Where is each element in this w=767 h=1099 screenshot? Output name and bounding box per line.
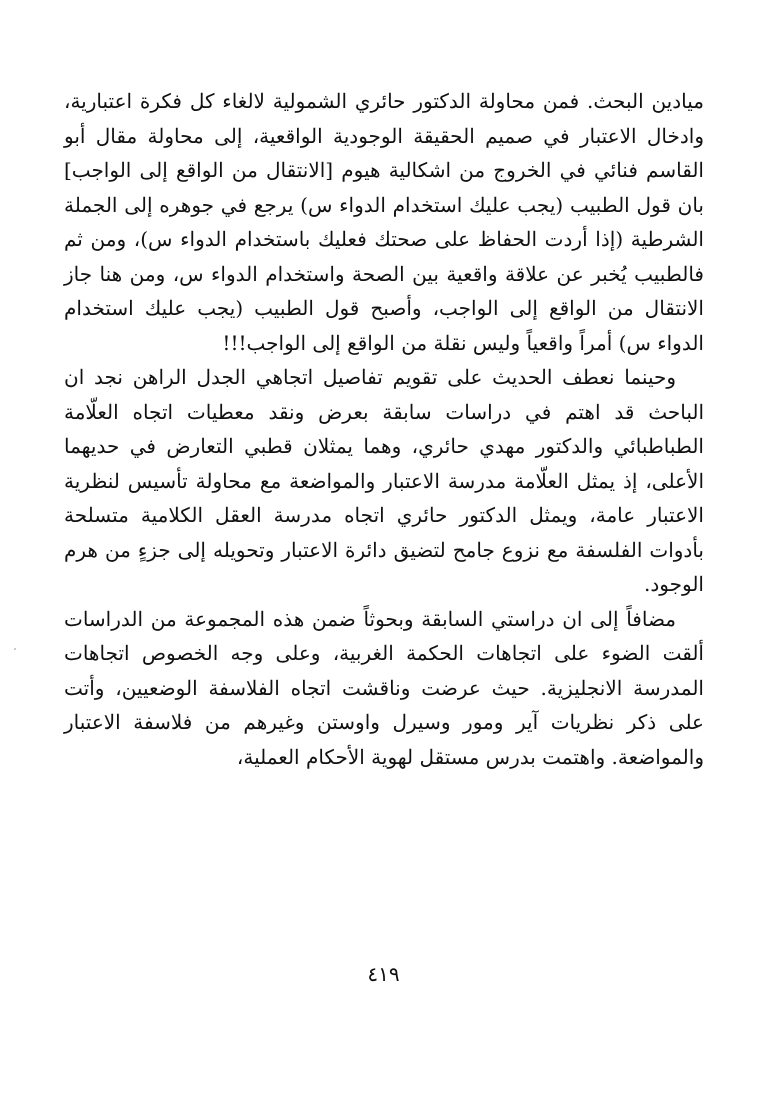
paragraph-2: وحينما نعطف الحديث على تقويم تفاصيل اتجاهي الجدل الراهن نجد ان الباحث قد اهتم في دراسات سابقة بعرض ونقد معطيات اتجاه العلّامة الطباطبائي والدكتور مهدي حائري، وهما يمثلان قطبي التعارض في حديهما الأعلى، إذ يمثل العلّامة مدرسة الاعتبار والمواضعة مع محاولة تأسيس لنظرية الاعتبار عامة، ويمثل الدكتور حائري اتجاه مدرسة العقل الكلامية متسلحة بأدوات الفلسفة مع نزوع جامح لتضيق دائرة الاعتبار وتحويله إلى جزءٍ من هرم الوجود. [64,365,704,596]
body-text [64,84,704,774]
scan-speck [14,648,16,650]
paragraph-3: مضافاً إلى ان دراستي السابقة وبحوثاً ضمن هذه المجموعة من الدراسات ألقت الضوء على اتجاهات الحكمة الغربية، وعلى وجه الخصوص اتجاهات المدرسة الانجليزية. حيث عرضت وناقشت اتجاه الفلاسفة الوضعيين، وأتت على ذكر نظريات آير ومور وسيرل واوستن وغيرهم من فلاسفة الاعتبار والمواضعة. واهتمت بدرس مستقل لهوية الأحكام العملية، [64,606,704,769]
page-number: ٤١٩ [367,962,400,986]
paragraph-1: ميادين البحث. فمن محاولة الدكتور حائري الشمولية لالغاء كل فكرة اعتبارية، وادخال الاعتبار في صميم الحقيقة الوجودية الواقعية، إلى محاولة مقال أبو القاسم فنائي في الخروج من اشكالية هيوم [الانتقال من الواقع إلى الواجب] بان قول الطبيب (يجب عليك استخدام الدواء س) يرجع في جوهره إلى الجملة الشرطية (إذا أردت الحفاظ على صحتك فعليك باستخدام الدواء س)، ومن ثم فالطبيب يُخبر عن علاقة واقعية بين الصحة واستخدام الدواء س، ومن هنا جاز الانتقال من الواقع إلى الواجب، وأصبح قول الطبيب (يجب عليك استخدام الدواء س) أمراً واقعياً وليس نقلة من الواقع إلى الواجب!!! [64,89,704,355]
